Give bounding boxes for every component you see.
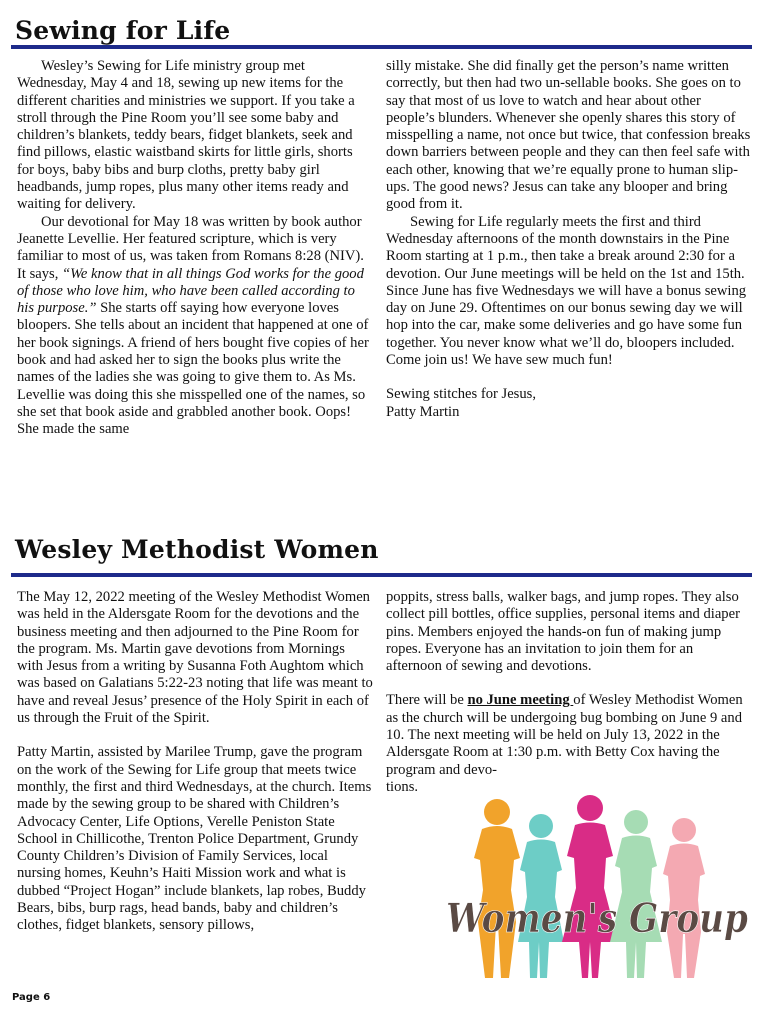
woman-figure-magenta xyxy=(562,795,618,978)
sewing-left-column xyxy=(17,58,372,439)
sewing-paragraph-2-rest: She starts off saying how everyone loves bloopers. She tells about an incident that happened at one of her book signings. A friend of hers bought five copies of her book and had asked her to sign the books plus write the names of the ladies she was going to give them to. As Ms. Levellie was doing this she misspelled one of the names, so she set that book aside and grabbled another book. Oops! She made the same xyxy=(17,300,369,438)
section-divider xyxy=(11,573,752,577)
wmw-paragraph-1: The May 12, 2022 meeting of the Wesley Methodist Women was held in the Aldersgate Room for the devotions and the business meeting and then adjourned to the Pine Room for the program. Ms. Martin gave devotions from Mornings with Jesus from a writing by Susanna Foth Aughtom which was based on Galatians 5:22-23 noting that life was meant to have and reveal Jesus’ presence of the Holy Spirit in each of us through the Fruit of the Spirit. xyxy=(17,589,373,727)
wmw-paragraph-2: Patty Martin, assisted by Marilee Trump, gave the program on the work of the Sewing for Life group that meets twice monthly, the first and third Wednesdays, at the church. Items made by the sewing group to be shared with Children’s Advocacy Center, Life Options, Verelle Peniston State School in Chillicothe, Trenton Police Department, Grundy County Children’s Division of Family Services, local nursing homes, Keuhn’s Haiti Mission work and what is dubbed “Project Hogan” include blankets, lap robes, Buddy Bears, bibs, burp rags, head bands, baby and children’s clothes, fidget blankets, sensory pillows, xyxy=(17,744,372,934)
sewing-paragraph-2-lead: Our devotional for May 18 was written by book author Jeanette Levellie. Her featured scripture, which is very familiar to most of us, was taken from Romans 8:28 (NIV). It says, xyxy=(17,213,364,282)
wmw-paragraph-4-lead: There will be xyxy=(386,692,468,709)
wmw-paragraph-4-end: tions. xyxy=(386,778,419,795)
section-title-sewing-for-life: Sewing for Life xyxy=(15,16,231,45)
section-title-wesley-methodist-women: Wesley Methodist Women xyxy=(15,535,379,564)
wmw-right-column xyxy=(386,589,752,796)
signoff-line: Sewing stitches for Jesus, xyxy=(386,386,536,403)
sewing-paragraph-1: Wesley’s Sewing for Life ministry group met Wednesday, May 4 and 18, sewing up new items for the different charities and ministries we support. If you take a stroll through the Pine Room you’ll see some baby and children’s blankets, teddy bears, fidget blankets, seek and find pillows, elastic waistband skirts for little girls, shorts for boys, baby bibs and burp cloths, pretty baby girl headbands, jump ropes, plus many other items ready and waiting for delivery. xyxy=(17,58,355,213)
sewing-paragraph-2 xyxy=(17,214,372,439)
page-number: Page 6 xyxy=(12,992,51,1003)
sewing-right-column xyxy=(386,58,752,421)
wmw-paragraph-4-rest: of Wesley Methodist Women as the church will be undergoing bug bombing on June 9 and 10. The next meeting will be held on July 13, 2022 in the Aldersgate Room at 1:30 p.m. with Betty Cox having the program and devo- xyxy=(386,692,743,778)
woman-figure-light-green xyxy=(610,810,662,978)
no-june-meeting-emphasis: no June meeting xyxy=(467,692,574,709)
sewing-paragraph-3: silly mistake. She did finally get the person’s name written correctly, but then had two un-sellable books. She goes on to say that most of us love to watch and hear about other people’s blunders. Whenever she openly shares this story of misspelling a name, not once but twice, that confession breaks down barriers between people and they can then feel safe with each other, knowing that we’re equally prone to human slip-ups. The good news? Jesus can take any blooper and bring good from it. xyxy=(386,58,751,213)
scripture-quote: “We know that in all things God works for the good of those who love him, who have been called according to his purpose.” xyxy=(17,265,364,317)
woman-figure-orange xyxy=(474,799,520,978)
signoff-author: Patty Martin xyxy=(386,403,460,420)
section-divider xyxy=(11,45,752,49)
wmw-left-column xyxy=(17,589,373,935)
wmw-paragraph-4 xyxy=(386,692,752,778)
wmw-paragraph-3: poppits, stress balls, walker bags, and jump ropes. They also collect pill bottles, office supplies, personal items and diaper pins. Members enjoyed the hands-on fun of making jump ropes. Everyone has an invitation to join them for an afternoon of sewing and devotions. xyxy=(386,589,740,675)
womens-group-logo xyxy=(438,792,756,978)
sewing-paragraph-4: Sewing for Life regularly meets the first and third Wednesday afternoons of the month downstairs in the Pine Room starting at 1 p.m., then take a break around 2:30 for a devotion. Our June meetings will be held on the 1st and 15th. Since June has five Wednesdays we will have a bonus sewing day on June 29. Oftentimes on our bonus sewing day we will hop into the car, make some deliveries and go have some fun together. You never know what we’ll do, bloopers included. Come join us! We have sew much fun! xyxy=(386,213,747,369)
womens-group-script-text: Women's Group xyxy=(446,895,749,942)
